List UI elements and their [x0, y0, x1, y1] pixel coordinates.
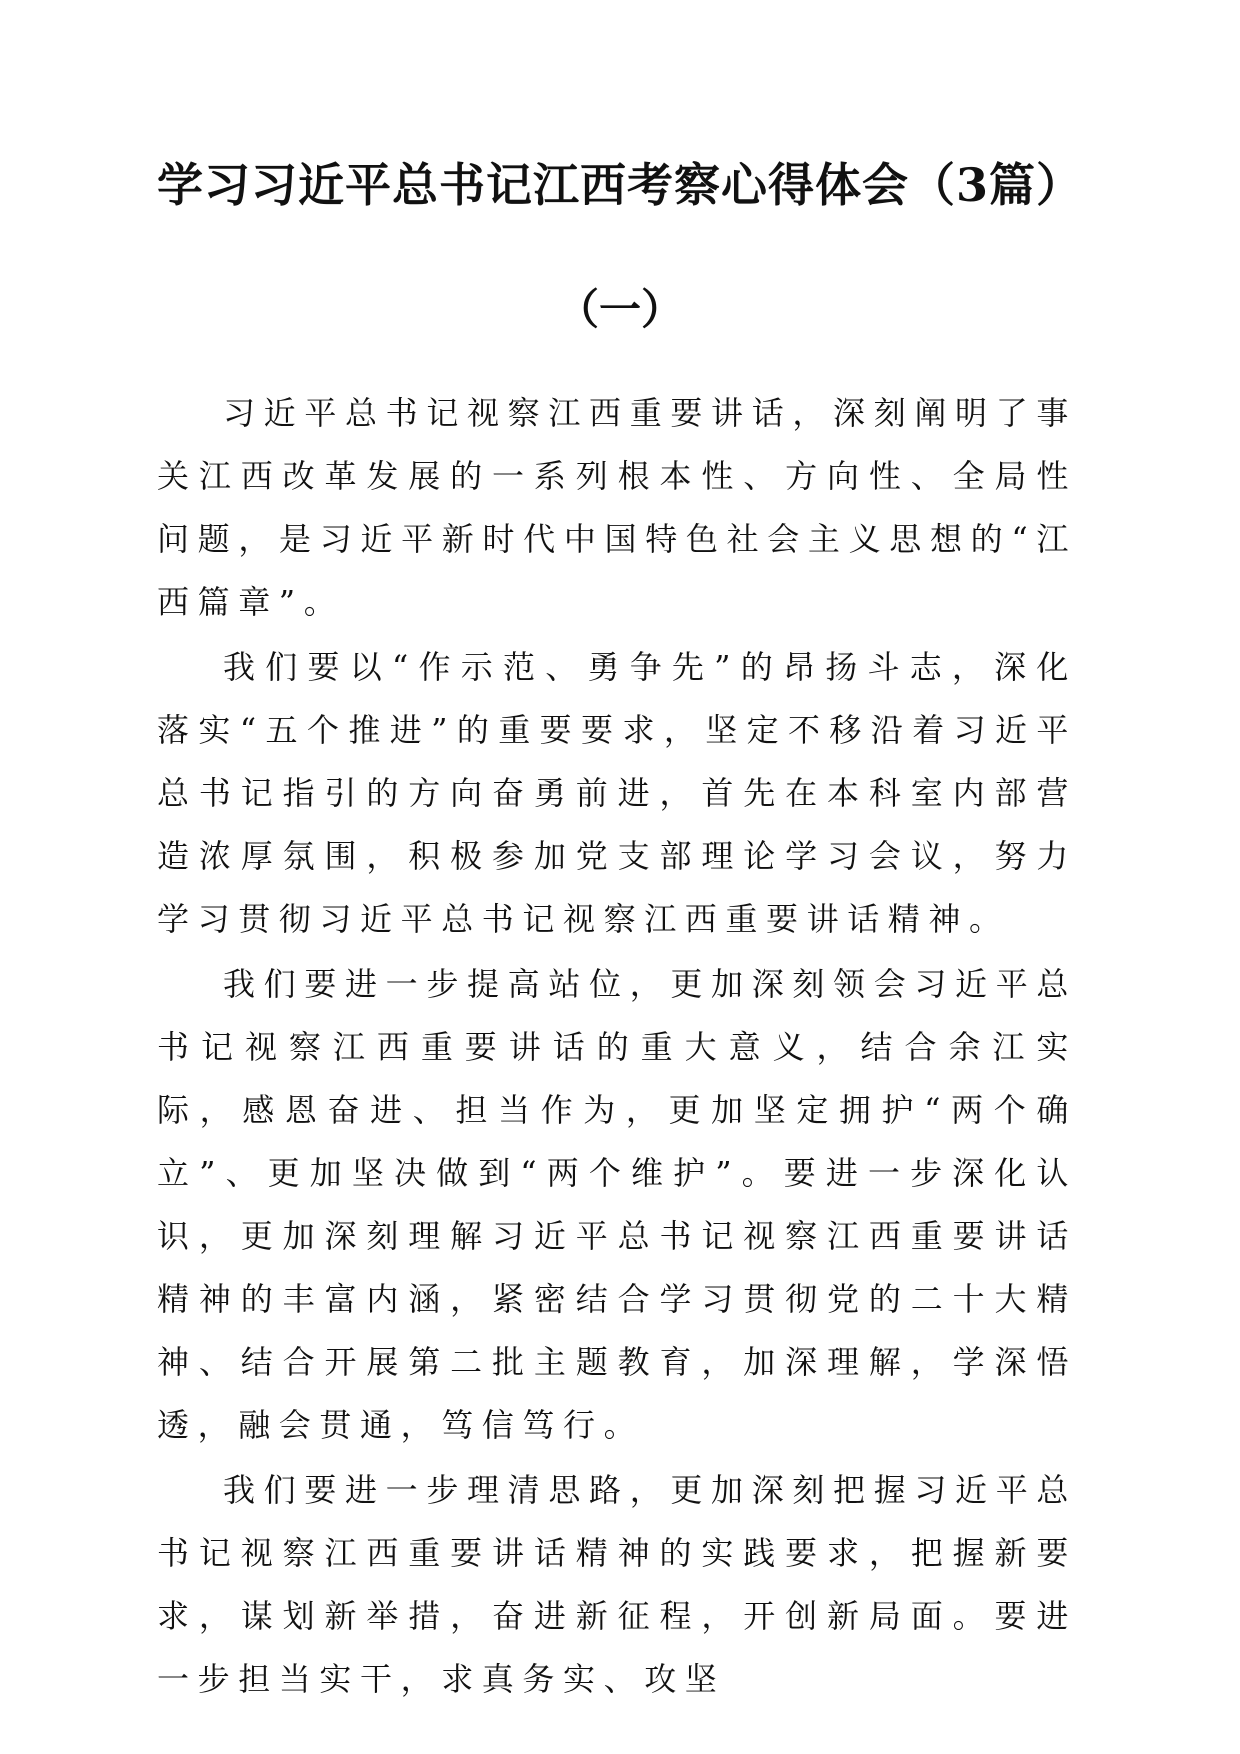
document-title: 学习习近平总书记江西考察心得体会（3篇）: [156, 158, 1083, 212]
paragraph-3: 我们要进一步提高站位，更加深刻领会习近平总书记视察江西重要讲话的重大意义，结合余江实际，感恩奋进、担当作为，更加坚定拥护“两个确立”、更加坚决做到“两个维护”。要进一步深化认识，更加深刻理解习近平总书记视察江西重要讲话精神的丰富内涵，紧密结合学习贯彻党的二十大精神、结合开展第二批主题教育，加深理解，学深悟透，融会贯通，笃信笃行。: [157, 965, 1077, 1444]
paragraph-2: 我们要以“作示范、勇争先”的昂扬斗志，深化落实“五个推进”的重要要求，坚定不移沿着习近平总书记指引的方向奋勇前进，首先在本科室内部营造浓厚氛围，积极参加党支部理论学习会议，努力学习贯彻习近平总书记视察江西重要讲话精神。: [157, 648, 1077, 938]
document-body: [157, 382, 1077, 1713]
paragraph-4: 我们要进一步理清思路，更加深刻把握习近平总书记视察江西重要讲话精神的实践要求，把握新要求，谋划新举措，奋进新征程，开创新局面。要进一步担当实干，求真务实、攻坚: [157, 1471, 1077, 1698]
section-heading: （一）: [556, 285, 683, 334]
paragraph-1: 习近平总书记视察江西重要讲话，深刻阐明了事关江西改革发展的一系列根本性、方向性、全局性问题，是习近平新时代中国特色社会主义思想的“江西篇章”。: [157, 394, 1077, 621]
